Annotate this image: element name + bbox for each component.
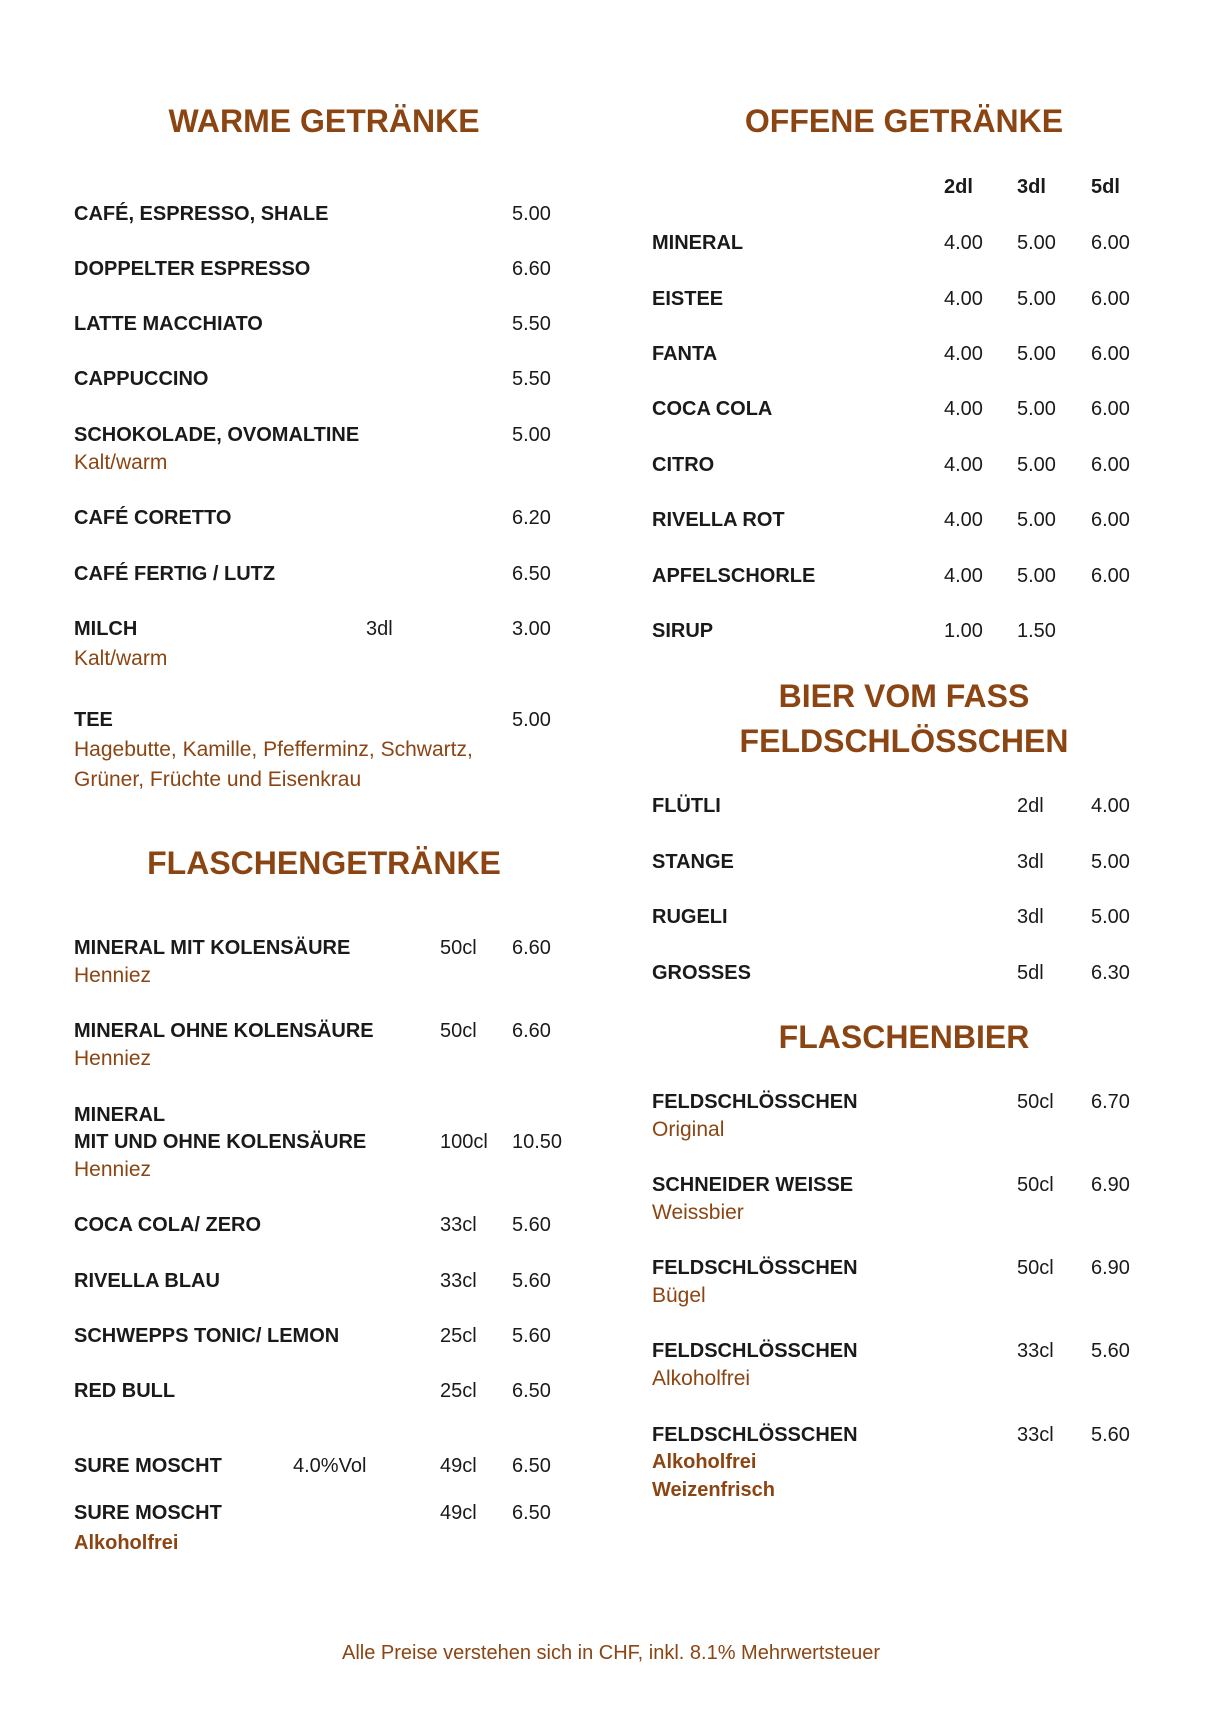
column-header: 3dl [1017, 176, 1046, 198]
menu-item-name: RIVELLA ROT [652, 509, 785, 531]
menu-item-price: 6.60 [512, 1020, 551, 1042]
menu-item-size: 25cl [440, 1380, 477, 1402]
menu-item-size: 100cl [440, 1131, 488, 1153]
menu-item-price: 4.00 [944, 288, 983, 310]
menu-item-name: APFELSCHORLE [652, 565, 816, 587]
menu-item-price: 6.00 [1091, 288, 1130, 310]
menu-item-price: 1.00 [944, 620, 983, 642]
menu-item-price: 6.50 [512, 1502, 551, 1524]
menu-item-size: 3dl [366, 618, 393, 640]
menu-item-name: FELDSCHLÖSSCHEN [652, 1257, 858, 1279]
column-header: 5dl [1091, 176, 1120, 198]
menu-item-price: 5.60 [1091, 1424, 1130, 1446]
menu-item-size: 33cl [1017, 1340, 1054, 1362]
bottled-drinks-heading: FLASCHENGETRÄNKE [147, 845, 501, 881]
menu-item-name: FELDSCHLÖSSCHEN [652, 1091, 858, 1113]
menu-item-size: 5dl [1017, 962, 1044, 984]
menu-item-name-line2: MIT UND OHNE KOLENSÄURE [74, 1131, 367, 1153]
menu-item-price: 5.50 [512, 313, 551, 335]
menu-item-price: 5.60 [1091, 1340, 1130, 1362]
menu-item-size: 49cl [440, 1502, 477, 1524]
menu-item-price: 1.50 [1017, 620, 1056, 642]
menu-item-price: 5.60 [512, 1270, 551, 1292]
menu-item-name: DOPPELTER ESPRESSO [74, 258, 311, 280]
menu-item-name: SCHNEIDER WEISSE [652, 1174, 854, 1196]
menu-item-note: Hagebutte, Kamille, Pfefferminz, Schwartz, [74, 738, 473, 761]
menu-item-size: 50cl [1017, 1091, 1054, 1113]
menu-item-price: 5.00 [1017, 509, 1056, 531]
menu-item-size: 50cl [1017, 1174, 1054, 1196]
menu-item-name: CAFÉ FERTIG / LUTZ [74, 563, 276, 585]
menu-item-price: 6.90 [1091, 1257, 1130, 1279]
menu-item-note: Kalt/warm [74, 647, 168, 670]
menu-item-name: SCHWEPPS TONIC/ LEMON [74, 1325, 340, 1347]
menu-item-price: 5.00 [1017, 232, 1056, 254]
menu-item-price: 5.00 [1017, 398, 1056, 420]
menu-item-price: 4.00 [944, 232, 983, 254]
menu-item-size: 49cl [440, 1455, 477, 1477]
menu-item-name: RUGELI [652, 906, 728, 928]
menu-item-price: 6.00 [1091, 343, 1130, 365]
menu-item-price: 4.00 [1091, 795, 1130, 817]
draft-beer-subheading: FELDSCHLÖSSCHEN [739, 723, 1069, 759]
footer-vat-note: Alle Preise verstehen sich in CHF, inkl. 8.1% Mehrwertsteuer [342, 1642, 880, 1664]
menu-item-name: MILCH [74, 618, 138, 640]
menu-item-price: 6.90 [1091, 1174, 1130, 1196]
menu-item-name: FLÜTLI [652, 795, 721, 817]
menu-item-note: Alkoholfrei [652, 1367, 751, 1390]
menu-item-size: 33cl [440, 1270, 477, 1292]
menu-item-price: 6.00 [1091, 509, 1130, 531]
open-drinks-heading: OFFENE GETRÄNKE [744, 103, 1064, 139]
menu-item-size: 50cl [1017, 1257, 1054, 1279]
menu-item-name: SURE MOSCHT [74, 1455, 222, 1477]
menu-item-note: Original [652, 1118, 725, 1141]
menu-item-size: 50cl [440, 1020, 477, 1042]
menu-item-price: 5.00 [512, 424, 551, 446]
menu-item-price: 6.20 [512, 507, 551, 529]
menu-item-name: STANGE [652, 851, 734, 873]
menu-item-name: TEE [74, 709, 113, 731]
menu-item-price: 5.00 [1091, 906, 1130, 928]
menu-item-price: 5.00 [1017, 288, 1056, 310]
menu-item-note: Kalt/warm [74, 451, 168, 474]
menu-item-note: Alkoholfrei [652, 1451, 757, 1473]
column-header: 2dl [944, 176, 973, 198]
bottled-beer-heading: FLASCHENBIER [778, 1019, 1030, 1055]
menu-item-price: 5.60 [512, 1214, 551, 1236]
menu-item-name: CAPPUCCINO [74, 368, 209, 390]
menu-item-price: 6.50 [512, 1380, 551, 1402]
menu-item-price: 5.00 [1017, 565, 1056, 587]
menu-item-name: CITRO [652, 454, 715, 476]
menu-item-price: 5.00 [1017, 454, 1056, 476]
menu-item-price: 3.00 [512, 618, 551, 640]
menu-item-note: Henniez [74, 1047, 152, 1070]
menu-item-note: Weissbier [652, 1201, 744, 1224]
warm-drinks-heading: WARME GETRÄNKE [168, 103, 480, 139]
menu-item-price: 6.70 [1091, 1091, 1130, 1113]
menu-item-note: Henniez [74, 1158, 152, 1181]
menu-item-size: 33cl [440, 1214, 477, 1236]
draft-beer-heading: BIER VOM FASS [778, 678, 1030, 714]
menu-item-name: MINERAL [652, 232, 744, 254]
menu-item-size: 33cl [1017, 1424, 1054, 1446]
menu-item-price: 4.00 [944, 398, 983, 420]
menu-item-name: COCA COLA [652, 398, 773, 420]
menu-item-abv: 4.0%Vol [293, 1455, 367, 1477]
menu-item-price: 6.50 [512, 563, 551, 585]
menu-item-size: 50cl [440, 937, 477, 959]
menu-item-price: 6.00 [1091, 454, 1130, 476]
menu-item-name: GROSSES [652, 962, 751, 984]
menu-item-name: CAFÉ, ESPRESSO, SHALE [74, 203, 329, 225]
menu-item-price: 5.60 [512, 1325, 551, 1347]
menu-item-note: Grüner, Früchte und Eisenkrau [74, 768, 362, 791]
menu-item-name: LATTE MACCHIATO [74, 313, 263, 335]
menu-item-name: FELDSCHLÖSSCHEN [652, 1424, 858, 1446]
menu-item-name: MINERAL [74, 1104, 166, 1126]
menu-item-size: 25cl [440, 1325, 477, 1347]
menu-item-price: 5.00 [512, 709, 551, 731]
menu-item-price: 4.00 [944, 454, 983, 476]
menu-item-name: RED BULL [74, 1380, 176, 1402]
menu-item-name: SCHOKOLADE, OVOMALTINE [74, 424, 360, 446]
menu-item-name: FANTA [652, 343, 718, 365]
menu-item-name: FELDSCHLÖSSCHEN [652, 1340, 858, 1362]
menu-item-price: 6.50 [512, 1455, 551, 1477]
menu-item-price: 6.60 [512, 937, 551, 959]
menu-item-note: Henniez [74, 964, 152, 987]
menu-item-price: 6.00 [1091, 232, 1130, 254]
menu-item-price: 4.00 [944, 565, 983, 587]
menu-item-size: 3dl [1017, 906, 1044, 928]
menu-item-price: 6.30 [1091, 962, 1130, 984]
menu-item-note: Alkoholfrei [74, 1532, 179, 1554]
menu-item-name: MINERAL MIT KOLENSÄURE [74, 937, 351, 959]
menu-item-price: 6.00 [1091, 398, 1130, 420]
menu-item-name: MINERAL OHNE KOLENSÄURE [74, 1020, 374, 1042]
menu-item-price: 6.60 [512, 258, 551, 280]
menu-item-price: 6.00 [1091, 565, 1130, 587]
menu-item-price: 4.00 [944, 509, 983, 531]
menu-item-name: COCA COLA/ ZERO [74, 1214, 262, 1236]
menu-item-price: 10.50 [512, 1131, 563, 1153]
menu-item-name: SIRUP [652, 620, 714, 642]
menu-item-name: CAFÉ CORETTO [74, 507, 232, 529]
menu-item-price: 5.50 [512, 368, 551, 390]
menu-item-name: RIVELLA BLAU [74, 1270, 220, 1292]
menu-item-note: Weizenfrisch [652, 1479, 775, 1501]
menu-item-name: SURE MOSCHT [74, 1502, 222, 1524]
menu-item-size: 3dl [1017, 851, 1044, 873]
menu-item-price: 4.00 [944, 343, 983, 365]
menu-item-note: Bügel [652, 1284, 706, 1307]
menu-item-price: 5.00 [1017, 343, 1056, 365]
menu-item-price: 5.00 [512, 203, 551, 225]
menu-item-price: 5.00 [1091, 851, 1130, 873]
menu-item-size: 2dl [1017, 795, 1044, 817]
menu-item-name: EISTEE [652, 288, 724, 310]
